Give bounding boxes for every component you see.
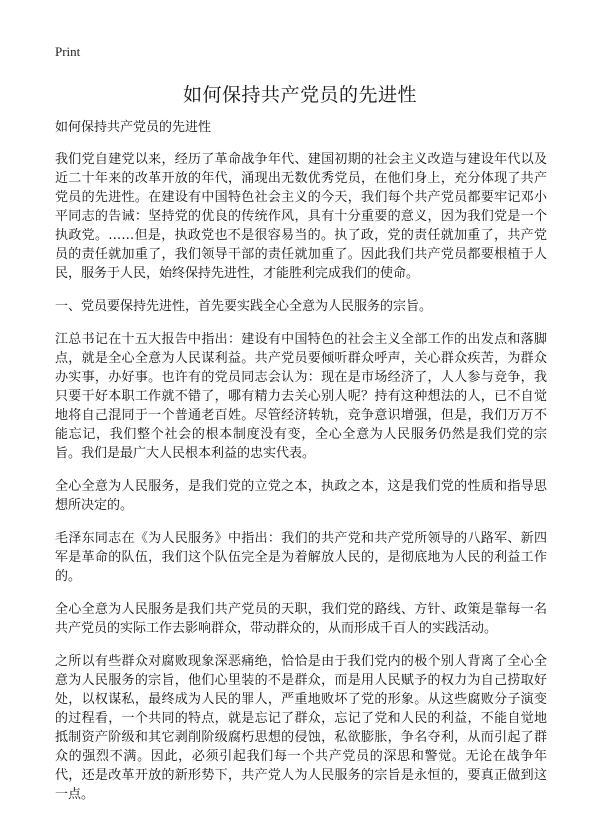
paragraph-party-foundation: 全心全意为人民服务，是我们党的立党之本，执政之本，这是我们党的性质和指导思想所决定的。 (55, 479, 547, 513)
paragraph-intro: 我们党自建党以来，经历了革命战争年代、建国初期的社会主义改造与建设年代以及近二十年来的改革开放的年代，涌现出无数优秀党员，在他们身上，充分体现了共产党员的先进性。在建设有中国特色社会主义的今天，我们每个共产党员都要牢记邓小平同志的告诫：坚持党的优良的传统作风，具有十分重要的意义，因为我们党是一个执政党。……但是，执政党也不是很容易当的。执了政，党的责任就加重了，共产党员的责任就加重了，我们领导干部的责任就加重了。因此我们共产党员都要根植于人民，服务于人民，始终保持先进性，才能胜利完成我们的使命。 (55, 152, 547, 281)
paragraph-duty: 全心全意为人民服务是我们共产党员的天职，我们党的路线、方针、政策是靠每一名共产党员的实际工作去影响群众，带动群众的，从而形成千百人的实践活动。 (55, 602, 547, 636)
page-title: 如何保持共产党员的先进性 (182, 84, 417, 106)
paragraph-corruption: 之所以有些群众对腐败现象深恶痛绝，恰恰是由于我们党内的极个别人背离了全心全意为人民服务的宗旨，他们心里装的不是群众，而是用人民赋予的权力为自己捞取好处，以权谋私，最终成为人民的罪人，严重地败坏了党的形象。从这些腐败分子演变的过程看，一个共同的特点，就是忘记了群众，忘记了党和人民的利益，不能自觉地抵制资产阶级和其它剥削阶级腐朽思想的侵蚀，私欲膨胀，争名夺利，从而引起了群众的强烈不满。因此，必须引起我们每一个共产党员的深思和警觉。无论在战争年代，还是改革开放的新形势下，共产党人为人民服务的宗旨是永恒的，要真正做到这一点。 (55, 654, 547, 802)
paragraph-mao-quote: 毛泽东同志在《为人民服务》中指出：我们的共产党和共产党所领导的八路军、新四军是革命的队伍，我们这个队伍完全是为着解放人民的，是彻底地为人民的利益工作的。 (55, 531, 547, 584)
paragraph-section-heading: 一、党员要保持先进性，首先要实践全心全意为人民服务的宗旨。 (55, 299, 433, 314)
print-link[interactable]: Print (55, 44, 81, 59)
paragraph-jiang-quote: 江总书记在十五大报告中指出：建设有中国特色的社会主义全部工作的出发点和落脚点，就是全心全意为人民谋利益。共产党员要倾听群众呼声，关心群众疾苦，为群众办实事，办好事。也许有的党员同志会认为：现在是市场经济了，人人参与竞争，我只要干好本职工作就不错了，哪有精力去关心别人呢？持有这种想法的人，已不自觉地将自己混同于一个普通老百姓。尽管经济转轨，竞争意识增强，但是，我们万万不能忘记，我们整个社会的根本制度没有变，全心全意为人民服务仍然是我们党的宗旨。我们是最广大人民根本利益的忠实代表。 (55, 332, 547, 461)
article-subtitle: 如何保持共产党员的先进性 (55, 120, 212, 135)
article-body (55, 118, 547, 818)
